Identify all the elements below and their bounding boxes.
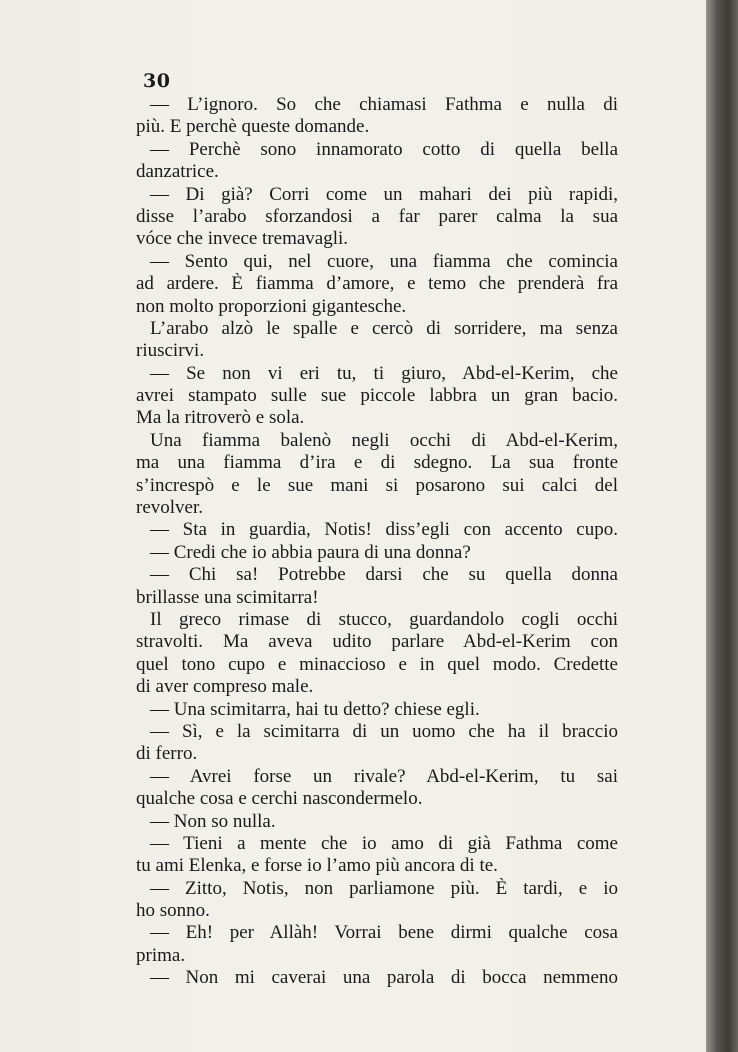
text-line: prima. (136, 944, 186, 966)
text-line: — Eh! per Allàh! Vorrai bene dirmi qualche cosa (150, 922, 618, 944)
text-line: revolver. (136, 497, 204, 519)
text-line: — Sta in guardia, Notis! diss’egli con accento cupo. (150, 519, 618, 541)
text-line: — Chi sa! Potrebbe darsi che su quella donna (150, 564, 618, 586)
text-line: avrei stampato sulle sue piccole labbra un gran bacio. (136, 385, 618, 407)
text-line: danzatrice. (136, 161, 219, 183)
text-line: brillasse una scimitarra! (136, 586, 319, 608)
text-line: di ferro. (136, 743, 198, 765)
page-number: 30 (143, 70, 171, 92)
text-line: — Sento qui, nel cuore, una fiamma che comincia (150, 250, 618, 272)
text-line: — Tieni a mente che io amo di già Fathma come (150, 832, 618, 854)
text-line: — Sì, e la scimitarra di un uomo che ha il braccio (150, 720, 618, 742)
text-line: — Di già? Corri come un mahari dei più rapidi, (150, 183, 618, 205)
text-line: vóce che invece tremavagli. (136, 228, 349, 250)
text-line: ad ardere. È fiamma d’amore, e temo che prenderà fra (136, 273, 618, 295)
text-line: — Zitto, Notis, non parliamone più. È tardi, e io (150, 877, 618, 899)
text-line: stravolti. Ma aveva udito parlare Abd-el-Kerim con (136, 631, 618, 653)
text-line: di aver compreso male. (136, 676, 314, 698)
text-line: — Non so nulla. (150, 810, 276, 832)
text-line: qualche cosa e cerchi nascondermelo. (136, 788, 423, 810)
text-line: — Non mi caverai una parola di bocca nemmeno (150, 967, 618, 989)
text-line: Il greco rimase di stucco, guardandolo cogli occhi (150, 608, 618, 630)
text-line: — L’ignoro. So che chiamasi Fathma e nulla di (150, 94, 618, 115)
text-line: ma una fiamma d’ira e di sdegno. La sua fronte (136, 452, 618, 474)
text-line: quel tono cupo e minaccioso e in quel modo. Credette (136, 653, 618, 675)
text-line: non molto proporzioni gigantesche. (136, 295, 407, 317)
text-line: riuscirvi. (136, 340, 205, 362)
book-binding-edge (706, 0, 738, 1052)
text-line: Una fiamma balenò negli occhi di Abd-el-Kerim, (150, 429, 618, 451)
text-line: L’arabo alzò le spalle e cercò di sorridere, ma senza (150, 317, 618, 339)
text-line: ho sonno. (136, 900, 210, 922)
text-line: s’increspò e le sue mani si posarono sui calci del (136, 474, 618, 496)
text-line: — Se non vi eri tu, ti giuro, Abd-el-Kerim, che (150, 362, 618, 384)
text-line: — Una scimitarra, hai tu detto? chiese egli. (150, 698, 480, 720)
text-line: — Credi che io abbia paura di una donna? (150, 541, 471, 563)
text-line: più. E perchè queste domande. (136, 116, 370, 138)
text-line: Ma la ritroverò e sola. (136, 407, 305, 429)
text-line: — Perchè sono innamorato cotto di quella bella (150, 138, 618, 160)
text-line: tu ami Elenka, e forse io l’amo più ancora di te. (136, 855, 498, 877)
text-line: disse l’arabo sforzandosi a far parer calma la sua (136, 205, 618, 227)
text-line: — Avrei forse un rivale? Abd-el-Kerim, tu sai (150, 765, 618, 787)
body-text (136, 94, 618, 990)
